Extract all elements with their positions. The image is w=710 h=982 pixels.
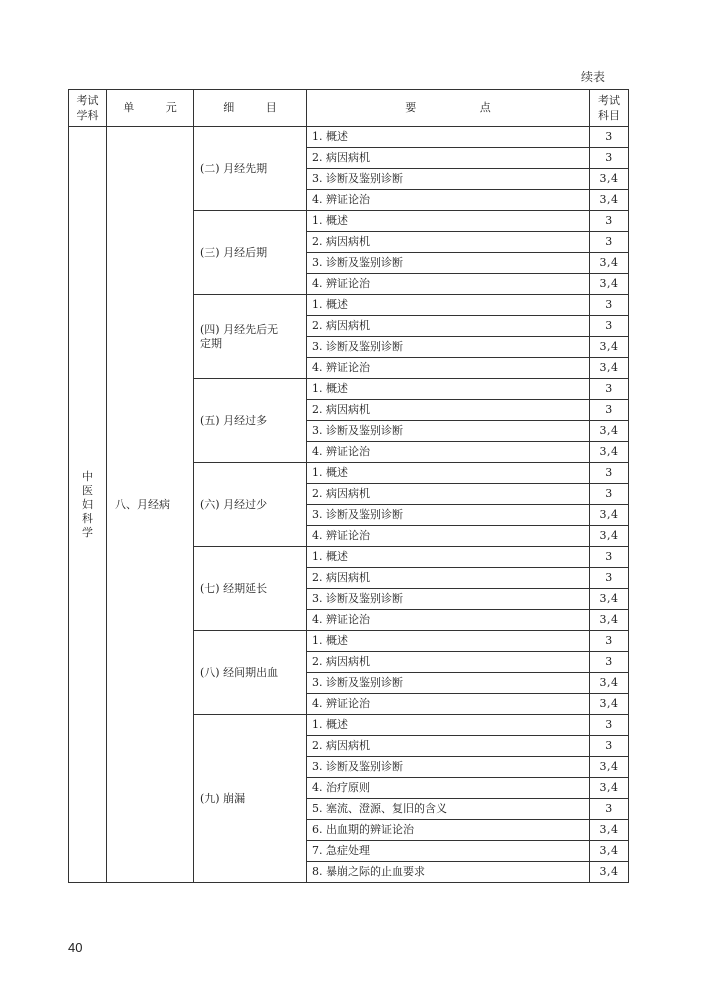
- header-unit-label: 单 元: [123, 101, 191, 114]
- point-cell: 8. 暴崩之际的止血要求: [307, 862, 590, 883]
- table-body: [69, 127, 629, 883]
- point-cell: 4. 辨证论治: [307, 358, 590, 379]
- point-cell: 4. 辨证论治: [307, 610, 590, 631]
- exam-subject-code-cell: 3,4: [590, 442, 629, 463]
- item-cell: (七) 经期延长: [194, 547, 307, 631]
- exam-subject-code-cell: 3: [590, 232, 629, 253]
- header-subject-line-1: 考试: [76, 94, 99, 107]
- exam-subject-code-cell: 3,4: [590, 841, 629, 862]
- exam-subject-code-cell: 3,4: [590, 169, 629, 190]
- point-cell: 3. 诊断及鉴别诊断: [307, 337, 590, 358]
- point-cell: 2. 病因病机: [307, 568, 590, 589]
- point-cell: 3. 诊断及鉴别诊断: [307, 673, 590, 694]
- exam-subject-code-cell: 3,4: [590, 862, 629, 883]
- exam-subject-code-cell: 3,4: [590, 505, 629, 526]
- point-cell: 3. 诊断及鉴别诊断: [307, 253, 590, 274]
- subject-label: 中医妇科学: [82, 469, 93, 539]
- exam-subject-code-cell: 3,4: [590, 757, 629, 778]
- point-cell: 1. 概述: [307, 463, 590, 484]
- item-cell: (九) 崩漏: [194, 715, 307, 883]
- header-unit: [107, 90, 194, 127]
- unit-cell: 八、月经病: [107, 127, 194, 883]
- point-cell: 3. 诊断及鉴别诊断: [307, 589, 590, 610]
- exam-subject-code-cell: 3,4: [590, 589, 629, 610]
- header-exam-subject: [590, 90, 629, 127]
- exam-subject-code-cell: 3: [590, 379, 629, 400]
- page-number: 40: [68, 940, 83, 955]
- item-cell: (二) 月经先期: [194, 127, 307, 211]
- header-subject-line-2: 学科: [76, 109, 99, 122]
- point-cell: 4. 辨证论治: [307, 694, 590, 715]
- point-cell: 2. 病因病机: [307, 316, 590, 337]
- item-cell: (六) 月经过少: [194, 463, 307, 547]
- continued-table-label: 续表: [581, 70, 606, 84]
- exam-subject-code-cell: 3: [590, 547, 629, 568]
- exam-subject-code-cell: 3,4: [590, 820, 629, 841]
- exam-subject-code-cell: 3,4: [590, 358, 629, 379]
- point-cell: 3. 诊断及鉴别诊断: [307, 505, 590, 526]
- point-cell: 3. 诊断及鉴别诊断: [307, 169, 590, 190]
- point-cell: 1. 概述: [307, 715, 590, 736]
- exam-subject-code-cell: 3,4: [590, 274, 629, 295]
- exam-subject-code-cell: 3,4: [590, 337, 629, 358]
- exam-subject-code-cell: 3: [590, 799, 629, 820]
- point-cell: 4. 辨证论治: [307, 274, 590, 295]
- exam-subject-code-cell: 3: [590, 463, 629, 484]
- header-exam-subject-line-2: 科目: [598, 109, 620, 122]
- item-cell: (四) 月经先后无定期: [194, 295, 307, 379]
- point-cell: 2. 病因病机: [307, 148, 590, 169]
- exam-subject-code-cell: 3,4: [590, 778, 629, 799]
- exam-subject-code-cell: 3,4: [590, 526, 629, 547]
- point-cell: 1. 概述: [307, 295, 590, 316]
- point-cell: 4. 辨证论治: [307, 190, 590, 211]
- exam-subject-code-cell: 3: [590, 211, 629, 232]
- point-cell: 2. 病因病机: [307, 652, 590, 673]
- point-cell: 6. 出血期的辨证论治: [307, 820, 590, 841]
- point-cell: 5. 塞流、澄源、复旧的含义: [307, 799, 590, 820]
- point-cell: 3. 诊断及鉴别诊断: [307, 757, 590, 778]
- exam-subject-code-cell: 3,4: [590, 190, 629, 211]
- point-cell: 1. 概述: [307, 211, 590, 232]
- exam-subject-code-cell: 3: [590, 715, 629, 736]
- header-item: [194, 90, 307, 127]
- header-points-label: 要 点: [405, 101, 521, 114]
- point-cell: 4. 治疗原则: [307, 778, 590, 799]
- point-cell: 2. 病因病机: [307, 232, 590, 253]
- exam-subject-code-cell: 3: [590, 631, 629, 652]
- exam-subject-code-cell: 3: [590, 400, 629, 421]
- subject-cell: [69, 127, 107, 883]
- exam-subject-code-cell: 3,4: [590, 610, 629, 631]
- exam-subject-code-cell: 3,4: [590, 253, 629, 274]
- exam-subject-code-cell: 3,4: [590, 673, 629, 694]
- item-cell: (八) 经间期出血: [194, 631, 307, 715]
- point-cell: 2. 病因病机: [307, 736, 590, 757]
- exam-subject-code-cell: 3: [590, 652, 629, 673]
- exam-subject-code-cell: 3: [590, 484, 629, 505]
- item-cell: (五) 月经过多: [194, 379, 307, 463]
- exam-subject-code-cell: 3: [590, 295, 629, 316]
- point-cell: 4. 辨证论治: [307, 442, 590, 463]
- point-cell: 7. 急症处理: [307, 841, 590, 862]
- header-points: [307, 90, 590, 127]
- point-cell: 1. 概述: [307, 547, 590, 568]
- exam-subject-code-cell: 3: [590, 316, 629, 337]
- exam-subject-code-cell: 3,4: [590, 694, 629, 715]
- header-exam-subject-line-1: 考试: [598, 94, 620, 107]
- table-header-row: [69, 90, 629, 127]
- table-row: [69, 127, 629, 148]
- syllabus-table: [68, 89, 629, 883]
- point-cell: 2. 病因病机: [307, 400, 590, 421]
- point-cell: 1. 概述: [307, 379, 590, 400]
- item-cell: (三) 月经后期: [194, 211, 307, 295]
- point-cell: 3. 诊断及鉴别诊断: [307, 421, 590, 442]
- exam-subject-code-cell: 3: [590, 127, 629, 148]
- point-cell: 4. 辨证论治: [307, 526, 590, 547]
- point-cell: 1. 概述: [307, 127, 590, 148]
- exam-subject-code-cell: 3,4: [590, 421, 629, 442]
- exam-subject-code-cell: 3: [590, 568, 629, 589]
- exam-subject-code-cell: 3: [590, 148, 629, 169]
- header-exam-subject-discipline: [69, 90, 107, 127]
- point-cell: 1. 概述: [307, 631, 590, 652]
- header-item-label: 细 目: [223, 101, 291, 114]
- point-cell: 2. 病因病机: [307, 484, 590, 505]
- exam-subject-code-cell: 3: [590, 736, 629, 757]
